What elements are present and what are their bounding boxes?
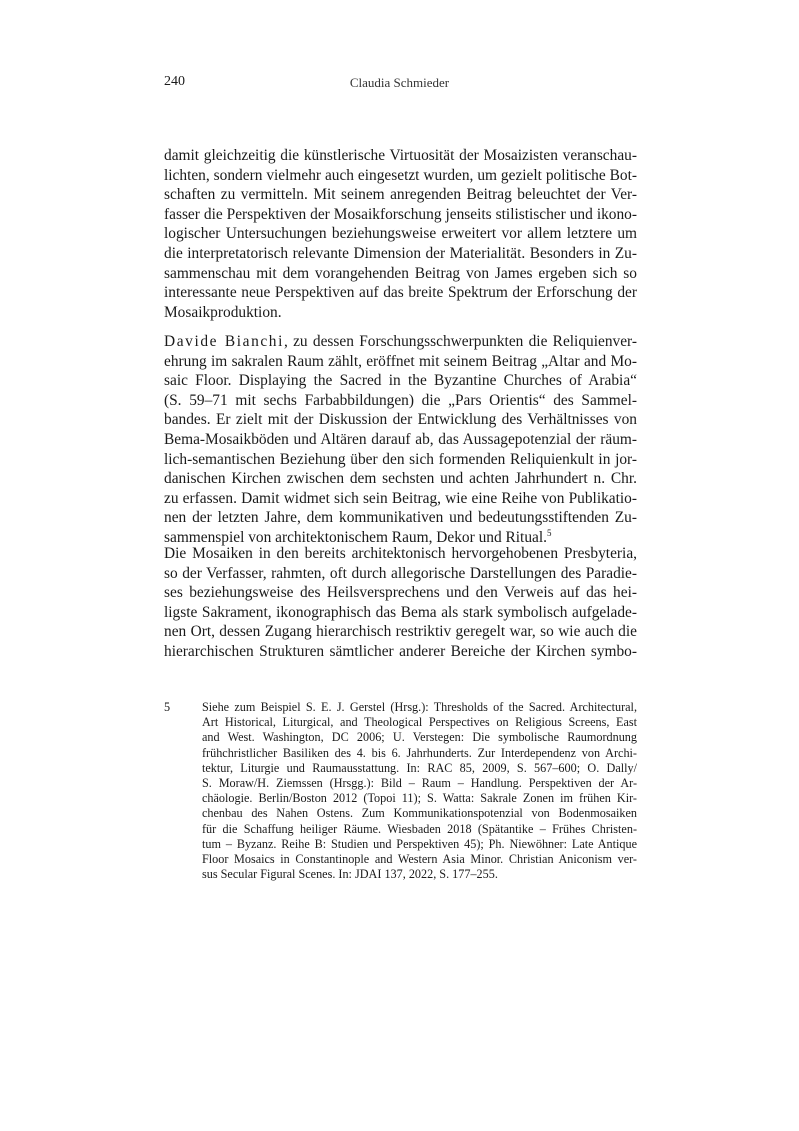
- text-line: nen Ort, dessen Zugang hierarchisch restriktiv geregelt war, so wie auch die: [164, 623, 637, 641]
- footnote-line: Floor Mosaics in Constantinople and Western Asia Minor. Christian Aniconism ver-: [202, 851, 637, 866]
- footnote-number: 5: [164, 700, 171, 714]
- running-header: Claudia Schmieder: [349, 75, 450, 90]
- text-line: lich-semantischen Beziehung über den sich formenden Reliquienkult in jor-: [164, 450, 637, 468]
- text-line: logischer Untersuchungen beziehungsweise erweitert vor allem letztere um: [164, 225, 637, 243]
- text-line: Bema-Mosaikböden und Altären darauf ab, das Aussagepotenzial der räum-: [164, 430, 637, 448]
- text-line: saic Floor. Displaying the Sacred in the Byzantine Churches of Arabia“: [164, 372, 637, 390]
- footnote-line: Art Historical, Liturgical, and Theological Perspectives on Religious Screens, East: [202, 715, 637, 730]
- text-line: bandes. Er zielt mit der Diskussion der Entwicklung des Verhältnisses von: [164, 411, 637, 429]
- text-line: damit gleichzeitig die künstlerische Virtuosität der Mosaizisten veranschau-: [164, 147, 637, 164]
- text-line: schaften zu vermitteln. Mit seinem anregenden Beitrag beleuchtet der Ver-: [164, 186, 637, 204]
- footnote-reference[interactable]: 5: [546, 527, 552, 538]
- footnote-line: chäologie. Berlin/Boston 2012 (Topoi 11); S. Watta: Sakrale Zonen im frühen Kir-: [202, 791, 637, 806]
- text-line: ligste Sakrament, ikonographisch das Bema als stark symbolisch aufgelade-: [164, 603, 637, 621]
- paragraph-1: [164, 146, 637, 322]
- text-line: nen der letzten Jahre, dem kommunikativen und bedeutungsstiftenden Zu-: [164, 509, 637, 527]
- footnote-line: tum – Byzanz. Reihe B: Studien und Perspektiven 45); Ph. Niewöhner: Late Antique: [202, 836, 637, 851]
- text-line: hierarchischen Strukturen sämtlicher anderer Bereiche der Kirchen symbo-: [164, 642, 637, 660]
- text-line: danischen Kirchen zwischen dem sechsten und achten Jahrhundert n. Chr.: [164, 470, 637, 488]
- footnote-line: S. Moraw/H. Ziemssen (Hrsgg.): Bild – Raum – Handlung. Perspektiven der Ar-: [202, 775, 637, 790]
- footnote-line: sus Secular Figural Scenes. In: JDAI 137, 2022, S. 177–255.: [202, 867, 498, 882]
- text-line: ses beziehungsweise des Heilsversprechens und den Verweis auf das hei-: [164, 584, 637, 602]
- footnote-text: [202, 700, 637, 882]
- paragraph-3: [164, 544, 637, 662]
- text-line: zu erfassen. Damit widmet sich sein Beitrag, wie eine Reihe von Publikatio-: [164, 489, 637, 507]
- author-name: Davide Bianchi: [164, 333, 284, 350]
- text-line: (S. 59–71 mit sechs Farbabbildungen) die „Pars Orientis“ des Sammel-: [164, 391, 637, 409]
- footnote-line: frühchristlicher Basiliken des 4. bis 6. Jahrhunderts. Zur Interdependenz von Archi-: [202, 745, 637, 760]
- footnote-line: and West. Washington, DC 2006; U. Verstegen: Die symbolische Raumordnung: [202, 730, 637, 745]
- text-line: die interpretatorisch relevante Dimension der Materialität. Besonders in Zu-: [164, 244, 637, 262]
- text-line: lichten, sondern vielmehr auch eingesetzt wurden, um gezielt politische Bot-: [164, 166, 637, 184]
- paragraph-2: [164, 332, 637, 548]
- text-fragment: , zu dessen Forschungsschwerpunkten die Reliquienver-: [283, 333, 637, 350]
- text-line: fasser die Perspektiven der Mosaikforschung jenseits stilistischer und ikono-: [164, 205, 637, 223]
- text-line: so der Verfasser, rahmten, oft durch allegorische Darstellungen des Paradie-: [164, 564, 637, 582]
- footnote-line: chenbau des Nahen Ostens. Zum Kommunikationspotenzial von Bodenmosaiken: [202, 806, 637, 821]
- text-line: [164, 332, 637, 352]
- footnote-line: tektur, Liturgie und Raumausstattung. In: RAC 85, 2009, S. 567–600; O. Dally/: [202, 760, 637, 775]
- text-line: interessante neue Perspektiven auf das breite Spektrum der Erforschung der: [164, 284, 637, 302]
- text-fragment: sammenspiel von architektonischem Raum, Dekor und Ritual.: [164, 528, 547, 546]
- text-line: Die Mosaiken in den bereits architektonisch hervorgehobenen Presbyteria,: [164, 545, 637, 562]
- text-line: sammenschau mit dem vorangehenden Beitrag von James ergeben sich so: [164, 264, 637, 282]
- footnote-line: für die Schaffung heiliger Räume. Wiesbaden 2018 (Spätantike – Frühes Christen-: [202, 821, 637, 836]
- footnote-line: Siehe zum Beispiel S. E. J. Gerstel (Hrsg.): Thresholds of the Sacred. Architectural,: [202, 700, 637, 714]
- text-line: ehrung im sakralen Raum zählt, eröffnet mit seinem Beitrag „Altar and Mo-: [164, 352, 637, 370]
- page-number: 240: [164, 74, 185, 89]
- text-line: Mosaikproduktion.: [164, 303, 282, 321]
